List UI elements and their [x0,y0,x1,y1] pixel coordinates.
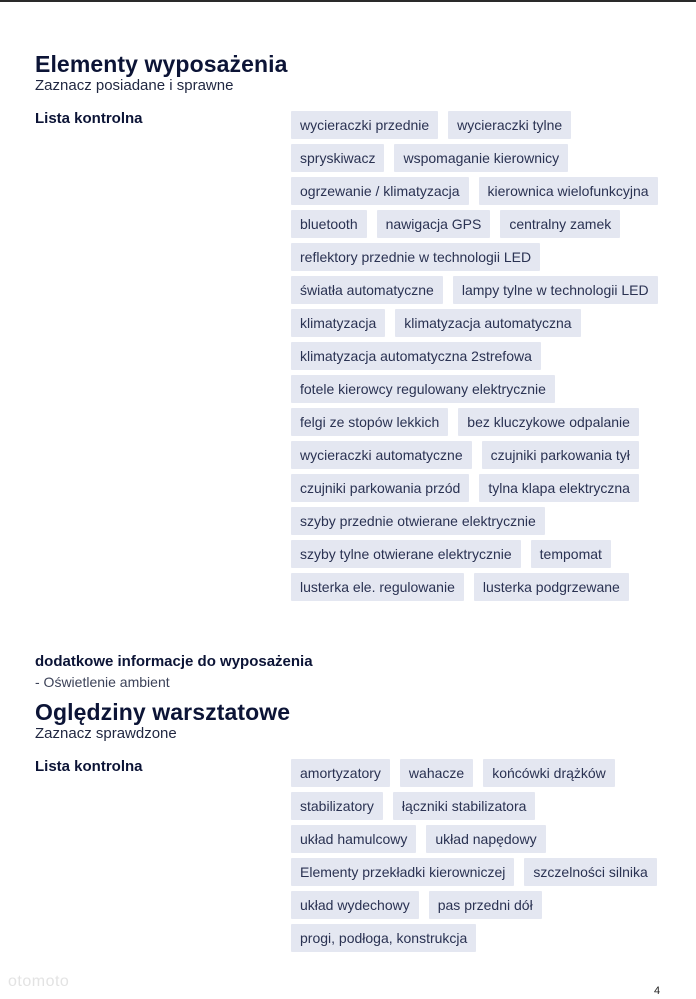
checklist-chip: nawigacja GPS [377,210,491,238]
checklist-chip: felgi ze stopów lekkich [291,408,448,436]
checklist-chip: łączniki stabilizatora [393,792,536,820]
checklist-chip: spryskiwacz [291,144,384,172]
checklist-chip: bez kluczykowe odpalanie [458,408,639,436]
checklist-chip: szyby tylne otwierane elektrycznie [291,540,521,568]
watermark-logo: otomoto [8,973,70,990]
checklist-chip: światła automatyczne [291,276,443,304]
checklist-chip: wycieraczki tylne [448,111,571,139]
checklist-chip: stabilizatory [291,792,383,820]
checklist-chip: szczelności silnika [524,858,656,886]
inspection-section-title: Oględziny warsztatowe [35,699,291,725]
checklist-chip: tempomat [531,540,611,568]
inspection-checklist-label: Lista kontrolna [35,758,143,775]
checklist-chip: klimatyzacja [291,309,385,337]
equipment-checklist-label: Lista kontrolna [35,110,143,127]
checklist-chip: szyby przednie otwierane elektrycznie [291,507,545,535]
checklist-chip: układ wydechowy [291,891,419,919]
checklist-chip: wspomaganie kierownicy [394,144,568,172]
checklist-chip: Elementy przekładki kierowniczej [291,858,514,886]
checklist-chip: progi, podłoga, konstrukcja [291,924,476,952]
equipment-section-title: Elementy wyposażenia [35,51,288,77]
checklist-chip: czujniki parkowania tył [482,441,639,469]
additional-info-label: dodatkowe informacje do wyposażenia [35,653,313,670]
equipment-checklist [291,111,661,601]
checklist-chip: kierownica wielofunkcyjna [479,177,658,205]
checklist-chip: bluetooth [291,210,367,238]
equipment-section-subtitle: Zaznacz posiadane i sprawne [35,77,234,94]
additional-info-text: - Oświetlenie ambient [35,674,170,690]
inspection-checklist [291,759,661,952]
checklist-chip: amortyzatory [291,759,390,787]
checklist-chip: lampy tylne w technologii LED [453,276,658,304]
checklist-chip: fotele kierowcy regulowany elektrycznie [291,375,555,403]
top-border-line [0,0,696,2]
checklist-chip: wycieraczki przednie [291,111,438,139]
checklist-chip: lusterka ele. regulowanie [291,573,464,601]
checklist-chip: wycieraczki automatyczne [291,441,472,469]
checklist-chip: tylna klapa elektryczna [479,474,639,502]
checklist-chip: klimatyzacja automatyczna 2strefowa [291,342,541,370]
page-number: 4 [654,985,661,997]
checklist-chip: klimatyzacja automatyczna [395,309,580,337]
checklist-chip: ogrzewanie / klimatyzacja [291,177,469,205]
checklist-chip: reflektory przednie w technologii LED [291,243,540,271]
checklist-chip: lusterka podgrzewane [474,573,629,601]
checklist-chip: układ hamulcowy [291,825,416,853]
checklist-chip: centralny zamek [500,210,620,238]
checklist-chip: końcówki drążków [483,759,615,787]
checklist-chip: pas przedni dół [429,891,542,919]
checklist-chip: czujniki parkowania przód [291,474,469,502]
inspection-section-subtitle: Zaznacz sprawdzone [35,725,177,742]
checklist-chip: wahacze [400,759,473,787]
checklist-chip: układ napędowy [426,825,545,853]
